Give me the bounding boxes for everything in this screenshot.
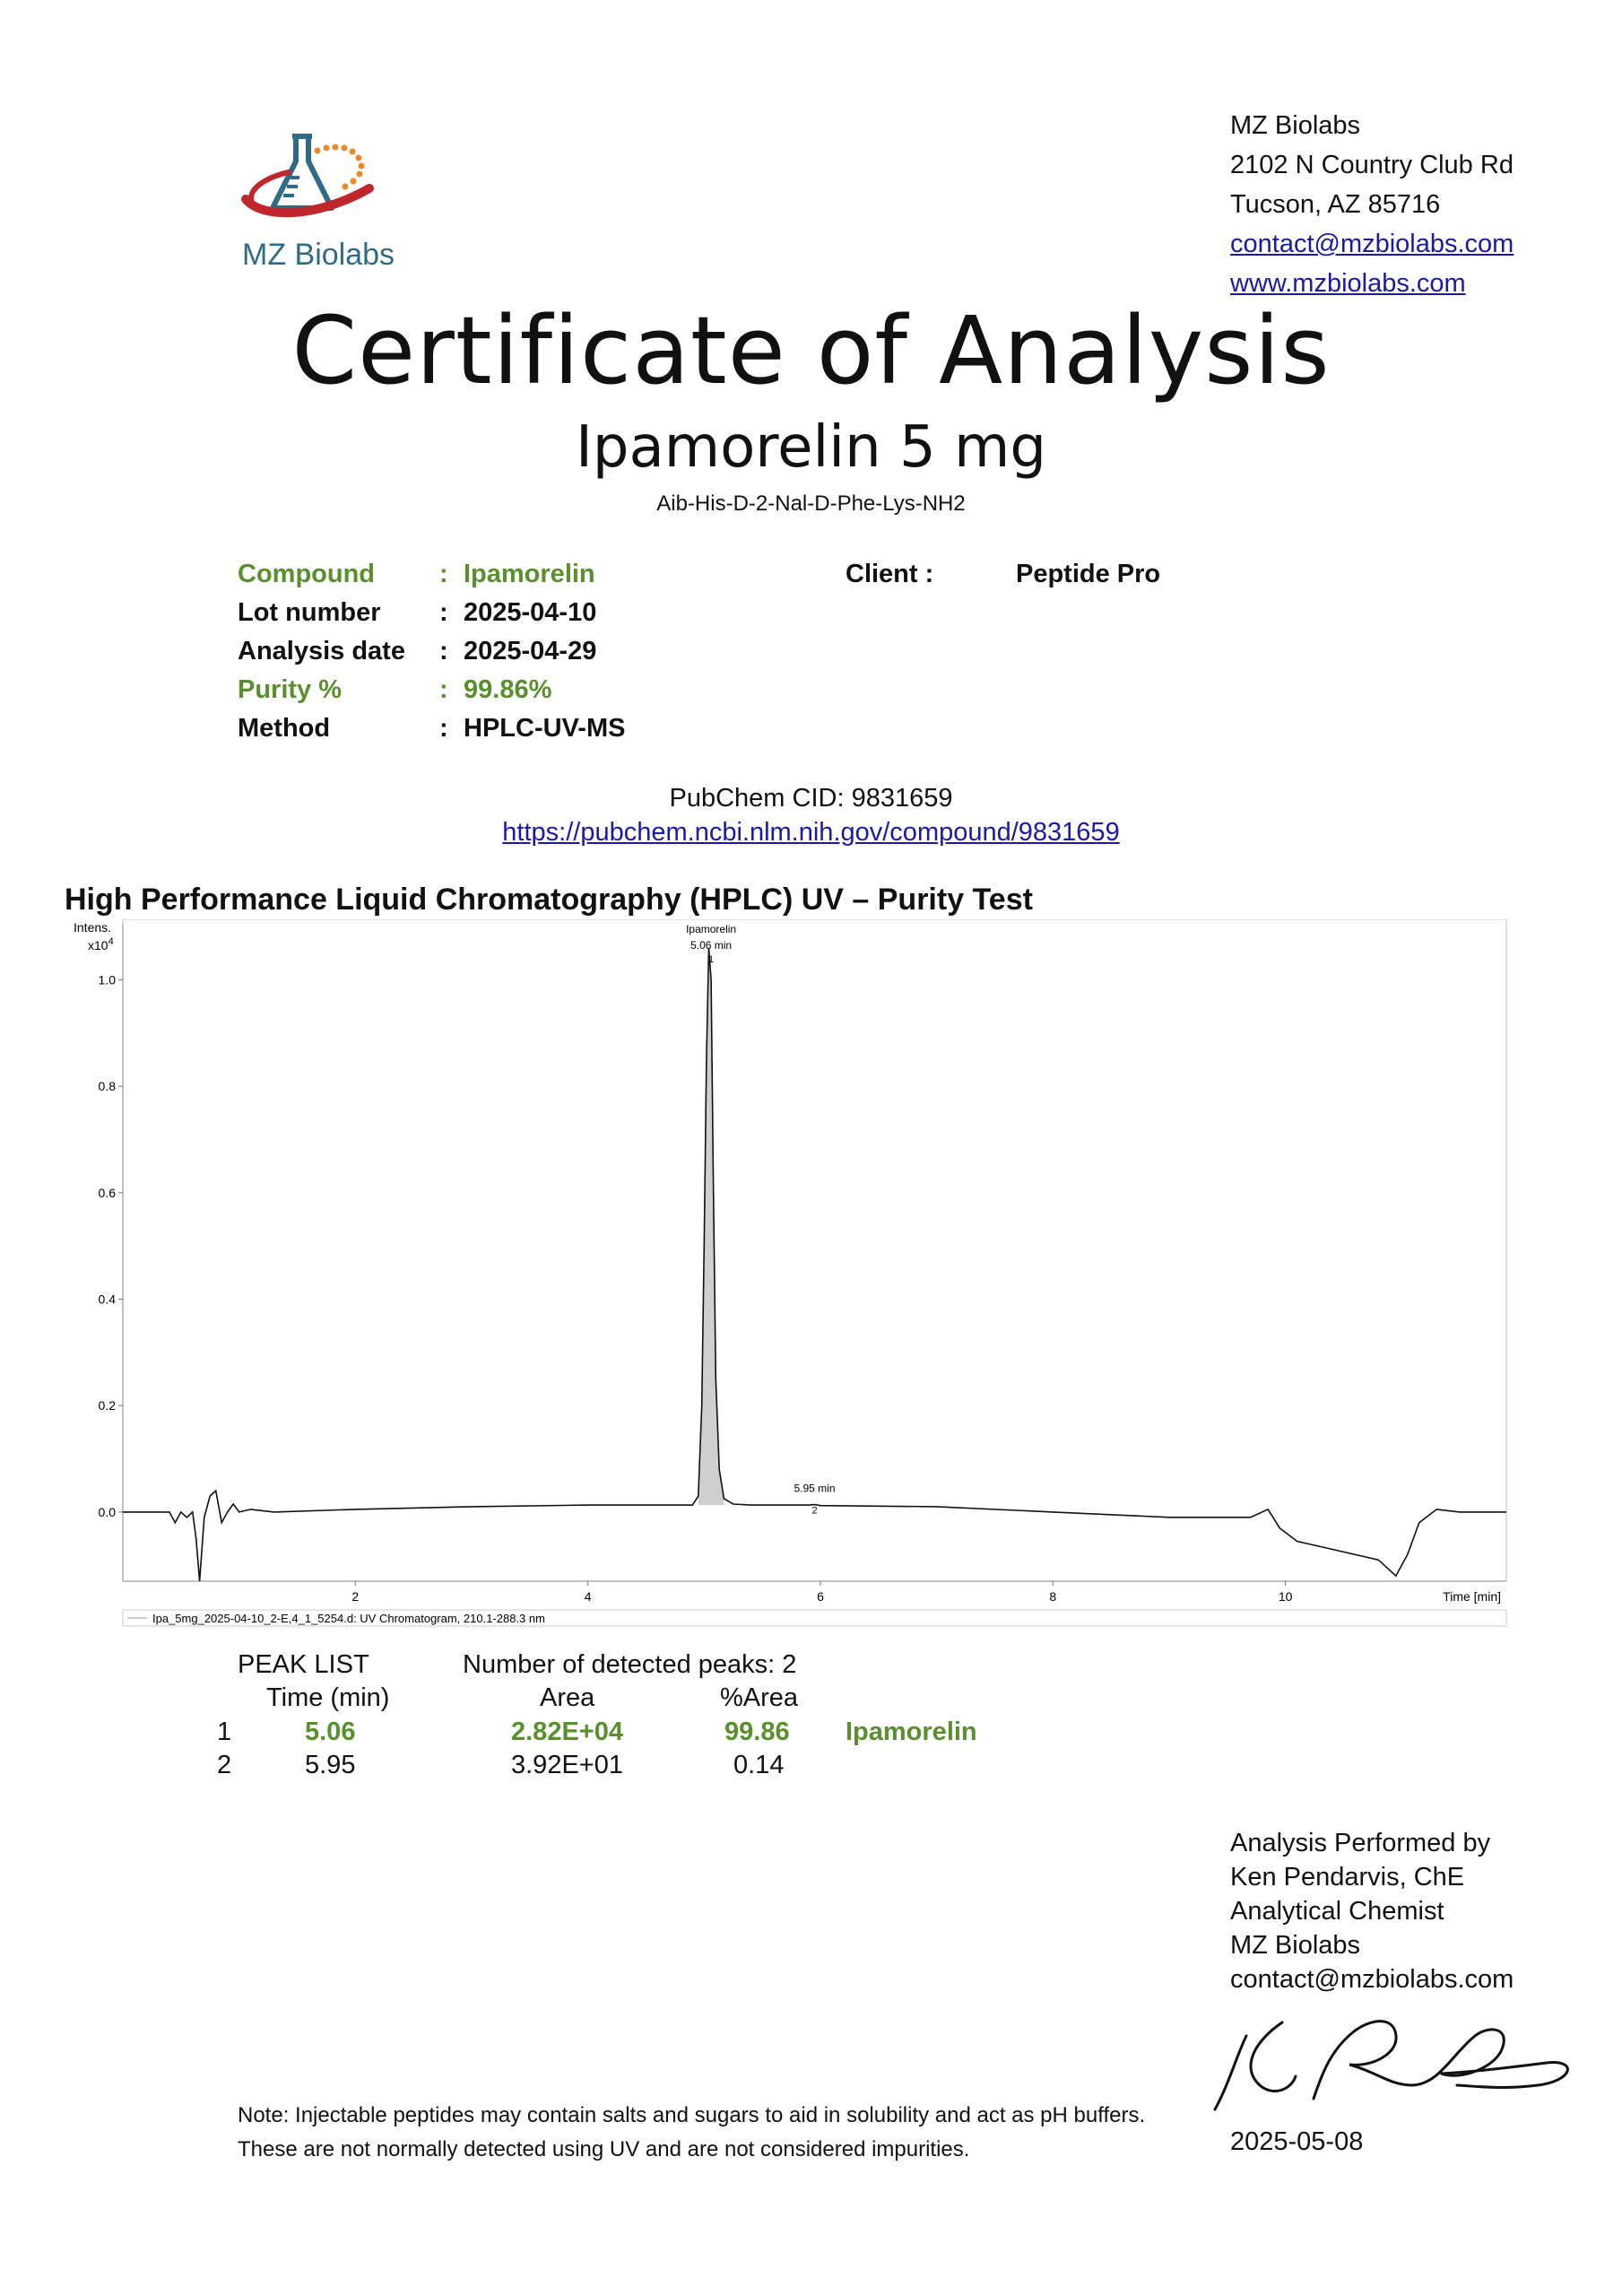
- y-axis-label: Intens.: [74, 920, 112, 935]
- client-value: Peptide Pro: [1016, 560, 1161, 588]
- y-tick-label: 0.0: [98, 1504, 116, 1519]
- info-colon: :: [439, 598, 448, 627]
- peak-area: 3.92E+01: [511, 1751, 623, 1779]
- detected-peaks-count: Number of detected peaks: 2: [463, 1650, 797, 1679]
- address-line: MZ Biolabs: [1230, 111, 1361, 140]
- col-header-area: Area: [540, 1683, 595, 1712]
- info-colon: :: [439, 560, 448, 588]
- peak-pct-area: 0.14: [733, 1751, 785, 1779]
- info-value: 2025-04-29: [464, 637, 597, 665]
- x-tick-label: 2: [351, 1589, 360, 1604]
- peak-annotation-time: 5.06 min: [690, 939, 733, 952]
- y-axis-unit: [88, 936, 114, 952]
- email-link[interactable]: contact@mzbiolabs.com: [1230, 230, 1514, 258]
- peak-number: 2: [217, 1751, 232, 1779]
- company-address: [1230, 106, 1514, 303]
- info-label: Lot number: [238, 598, 381, 627]
- footnote: [238, 2099, 1145, 2167]
- footnote-line: Note: Injectable peptides may contain salts and sugars to aid in solubility and act as pH buffers.: [238, 2103, 1146, 2127]
- pubchem-link[interactable]: https://pubchem.ncbi.nlm.nih.gov/compound/9831659: [502, 818, 1120, 847]
- y-tick-label: 0.6: [98, 1185, 116, 1200]
- analyst-line: Analysis Performed by: [1230, 1829, 1491, 1857]
- info-colon: :: [439, 714, 448, 743]
- info-label: Analysis date: [238, 637, 405, 665]
- info-label: Method: [238, 714, 331, 743]
- analyst-line: Ken Pendarvis, ChE: [1230, 1863, 1465, 1892]
- document-title: Certificate of Analysis: [291, 296, 1331, 405]
- peak-time: 5.06: [305, 1718, 356, 1746]
- peak-annotation-number: 1: [708, 954, 715, 965]
- client-label: Client :: [846, 560, 934, 588]
- peak-annotation-time: 5.95 min: [794, 1482, 836, 1495]
- analyst-block: [1230, 1826, 1514, 1996]
- analyst-line: MZ Biolabs: [1230, 1931, 1361, 1960]
- info-label: Compound: [238, 560, 376, 588]
- col-header-pct-area: %Area: [720, 1683, 799, 1712]
- analyst-line: Analytical Chemist: [1230, 1897, 1444, 1926]
- peak-annotation-label: Ipamorelin: [686, 923, 737, 935]
- x-tick-label: 8: [1049, 1589, 1057, 1604]
- analyst-signature: [1206, 2000, 1583, 2117]
- footnote-line: These are not normally detected using UV and are not considered impurities.: [238, 2137, 970, 2161]
- peak-time: 5.95: [305, 1751, 356, 1779]
- peak-area: 2.82E+04: [511, 1718, 623, 1746]
- analyst-line: contact@mzbiolabs.com: [1230, 1965, 1514, 1994]
- y-tick-label: 0.8: [98, 1079, 116, 1094]
- signature-date: 2025-05-08: [1230, 2127, 1364, 2156]
- product-name: Ipamorelin 5 mg: [576, 414, 1046, 481]
- col-header-time: Time (min): [266, 1683, 390, 1712]
- info-label: Purity %: [238, 675, 343, 704]
- legend-entry: Ipa_5mg_2025-04-10_2-E,4_1_5254.d: UV Chromatogram, 210.1-288.3 nm: [152, 1612, 545, 1625]
- x-axis-label: Time [min]: [1443, 1589, 1501, 1604]
- y-tick-label: 1.0: [98, 972, 116, 987]
- logo-text: MZ Biolabs: [242, 238, 395, 272]
- hplc-chromatogram: [65, 919, 1517, 1628]
- info-colon: :: [439, 675, 448, 704]
- address-line: Tucson, AZ 85716: [1230, 190, 1441, 219]
- peak-list-title: PEAK LIST: [238, 1650, 369, 1679]
- x-tick-label: 6: [817, 1589, 824, 1604]
- info-value: 2025-04-10: [464, 598, 597, 627]
- x-tick-label: 4: [584, 1589, 592, 1604]
- x-tick-label: 10: [1278, 1589, 1293, 1604]
- y-tick-label: 0.4: [98, 1292, 116, 1307]
- pubchem-link-wrap: [0, 818, 1622, 848]
- website-link[interactable]: www.mzbiolabs.com: [1230, 269, 1466, 298]
- address-line: 2102 N Country Club Rd: [1230, 151, 1514, 179]
- y-axis-unit-exponent: 4: [108, 936, 114, 947]
- info-value: 99.86%: [464, 675, 552, 704]
- info-value: HPLC-UV-MS: [464, 714, 626, 743]
- peak-number: 1: [217, 1718, 232, 1746]
- pubchem-cid: PubChem CID: 9831659: [669, 784, 953, 813]
- peak-annotation-number: 2: [811, 1505, 818, 1517]
- info-colon: :: [439, 637, 448, 665]
- peak-pct-area: 99.86: [724, 1718, 790, 1746]
- peak-compound-name: Ipamorelin: [846, 1718, 977, 1746]
- peptide-sequence: Aib-His-D-2-Nal-D-Phe-Lys-NH2: [656, 491, 966, 516]
- y-tick-label: 0.2: [98, 1398, 116, 1413]
- info-value: Ipamorelin: [464, 560, 595, 588]
- hplc-section-title: High Performance Liquid Chromatography (HPLC) UV – Purity Test: [65, 883, 1033, 917]
- y-axis-unit-base: x10: [88, 938, 108, 952]
